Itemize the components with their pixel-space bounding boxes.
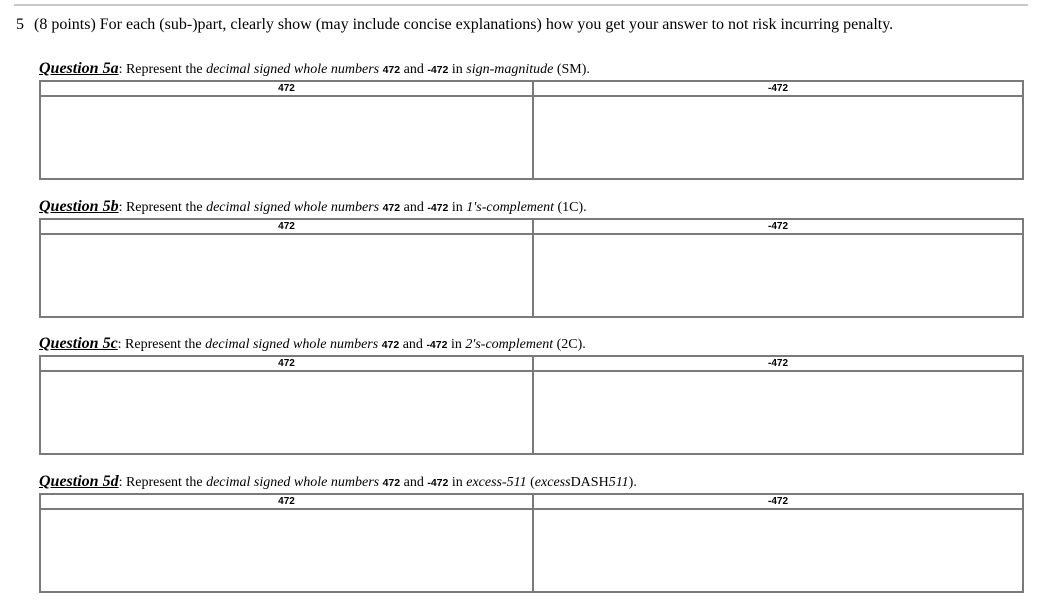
question-text: in (447, 337, 466, 352)
answer-cell-positive[interactable] (41, 510, 534, 591)
scheme-abbrev: excess (534, 475, 571, 490)
question-text: and (400, 62, 428, 77)
column-header-positive: 472 (41, 357, 534, 372)
question-text: in (448, 200, 467, 215)
scheme-name: sign-magnitude (466, 62, 554, 77)
question-text: and (399, 337, 427, 352)
scheme-abbrev: ( (526, 475, 535, 490)
scheme-name: 2's-complement (465, 337, 554, 352)
question-5d-title (39, 473, 637, 491)
scheme-name: 1's-complement (466, 200, 554, 215)
column-header-positive: 472 (41, 220, 534, 235)
problem-number: 5 (16, 16, 24, 33)
question-text: : Represent the (117, 337, 206, 352)
answer-cell-positive[interactable] (41, 372, 534, 453)
answer-cell-negative[interactable] (534, 97, 1022, 178)
column-header-negative: -472 (534, 357, 1022, 372)
question-text: in (448, 475, 467, 490)
column-header-positive: 472 (41, 82, 534, 97)
question-text: : Represent the (118, 62, 207, 77)
question-5a-title (39, 60, 590, 78)
answer-cell-negative[interactable] (534, 235, 1022, 316)
question-label: Question 5b (39, 198, 119, 215)
question-term: decimal signed whole numbers (205, 337, 379, 352)
value-positive: 472 (381, 339, 400, 351)
question-5c-title (39, 335, 586, 353)
scheme-abbrev: DASH (570, 475, 609, 490)
answer-table-5c (39, 355, 1024, 455)
value-positive: 472 (382, 202, 401, 214)
column-header-positive: 472 (41, 495, 534, 510)
answer-cell-positive[interactable] (41, 97, 534, 178)
scheme-abbrev: ). (628, 475, 637, 490)
problem-header (16, 16, 893, 34)
column-header-negative: -472 (534, 495, 1022, 510)
value-negative: -472 (426, 339, 448, 351)
value-positive: 472 (382, 477, 401, 489)
question-label: Question 5a (39, 60, 119, 77)
scheme-abbrev: (SM). (553, 62, 590, 77)
scheme-abbrev: (2C). (553, 337, 586, 352)
value-negative: -472 (427, 477, 449, 489)
value-negative: -472 (427, 64, 449, 76)
scheme-abbrev: 511 (608, 475, 629, 490)
scheme-name: excess-511 (466, 475, 527, 490)
question-text: : Represent the (118, 200, 207, 215)
answer-table-5b (39, 218, 1024, 318)
answer-cell-negative[interactable] (534, 510, 1022, 591)
question-label: Question 5d (39, 473, 119, 490)
question-text: in (448, 62, 467, 77)
value-negative: -472 (427, 202, 449, 214)
answer-cell-positive[interactable] (41, 235, 534, 316)
question-text: and (400, 475, 428, 490)
question-5b-title (39, 198, 587, 216)
column-header-negative: -472 (534, 82, 1022, 97)
answer-table-5d (39, 493, 1024, 593)
question-term: decimal signed whole numbers (206, 475, 380, 490)
answer-cell-negative[interactable] (534, 372, 1022, 453)
value-positive: 472 (382, 64, 401, 76)
question-term: decimal signed whole numbers (206, 200, 380, 215)
question-label: Question 5c (39, 335, 118, 352)
column-header-negative: -472 (534, 220, 1022, 235)
top-rule (14, 4, 1028, 6)
question-term: decimal signed whole numbers (206, 62, 380, 77)
problem-instructions: (8 points) For each (sub-)part, clearly show (may include concise explanations) how you get your answer to not risk incurring penalty. (34, 16, 894, 33)
answer-table-5a (39, 80, 1024, 180)
question-text: : Represent the (118, 475, 207, 490)
scheme-abbrev: (1C). (554, 200, 587, 215)
question-text: and (400, 200, 428, 215)
